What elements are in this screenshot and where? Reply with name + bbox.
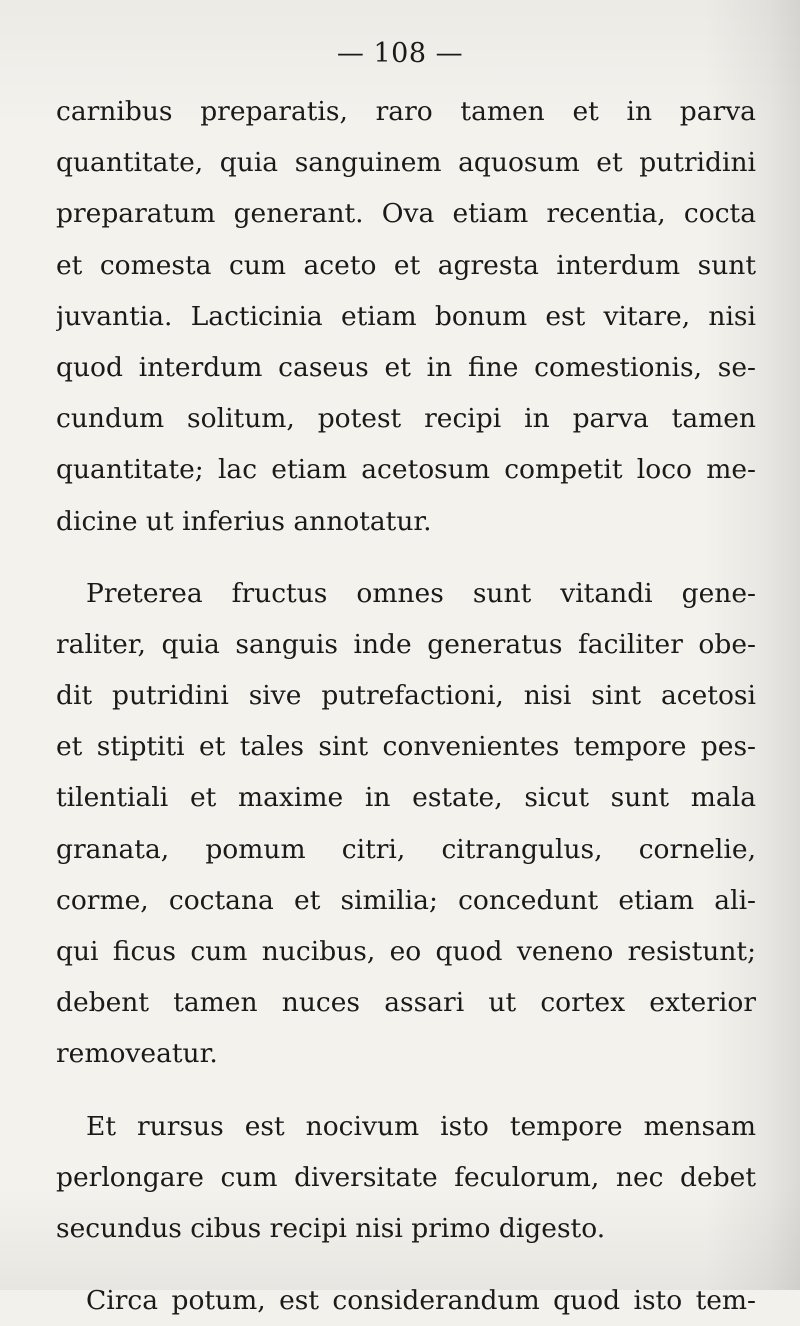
paragraph-4 [56, 1275, 756, 1326]
text-line: dit putridini sive putrefactioni, nisi sint acetosi [56, 680, 756, 712]
text-line: carnibus preparatis, raro tamen et in parva [56, 96, 756, 127]
paragraph-1 [56, 86, 756, 547]
body-text [56, 86, 756, 1326]
text-line: secundus cibus recipi nisi primo digesto. [56, 1212, 606, 1244]
text-line: quantitate; lac etiam acetosum competit loco me- [56, 454, 756, 486]
paragraph-gap [56, 1254, 756, 1275]
text-line: quantitate, quia sanguinem aquosum et putridini [56, 147, 756, 179]
text-line: dicine ut inferius annotatur. [56, 505, 432, 537]
text-line: corme, coctana et similia; concedunt etiam ali- [56, 884, 756, 916]
text-line: removeatur. [56, 1038, 218, 1070]
text-line: raliter, quia sanguis inde generatus faciliter obe- [56, 628, 756, 660]
paragraph-3 [56, 1101, 756, 1255]
text-line: preparatum generant. Ova etiam recentia, cocta [56, 198, 756, 230]
page-number: — 108 — [336, 38, 464, 69]
text-line: Preterea fructus omnes sunt vitandi gene- [86, 577, 756, 609]
text-line: juvantia. Lacticinia etiam bonum est vitare, nisi [56, 300, 756, 332]
text-line: cundum solitum, potest recipi in parva tamen [56, 403, 756, 435]
text-line: granata, pomum citri, citrangulus, cornelie, [56, 833, 756, 865]
text-line: et comesta cum aceto et agresta interdum sunt [56, 249, 756, 281]
text-line: tilentiali et maxime in estate, sicut sunt mala [56, 782, 756, 814]
paragraph-gap [56, 1080, 756, 1101]
text-line: debent tamen nuces assari ut cortex exterior [56, 987, 756, 1019]
text-line: Et rursus est nocivum isto tempore mensam [86, 1110, 756, 1142]
text-line: qui ficus cum nucibus, eo quod veneno resistunt; [56, 936, 756, 967]
text-line: perlongare cum diversitate feculorum, nec debet [56, 1161, 756, 1193]
paragraph-gap [56, 547, 756, 568]
text-line: quod interdum caseus et in fine comestionis, se- [56, 351, 756, 383]
text-line: et stiptiti et tales sint convenientes tempore pes- [56, 731, 756, 763]
text-line: Circa potum, est considerandum quod isto tem- [86, 1285, 756, 1317]
paragraph-2 [56, 568, 756, 1080]
